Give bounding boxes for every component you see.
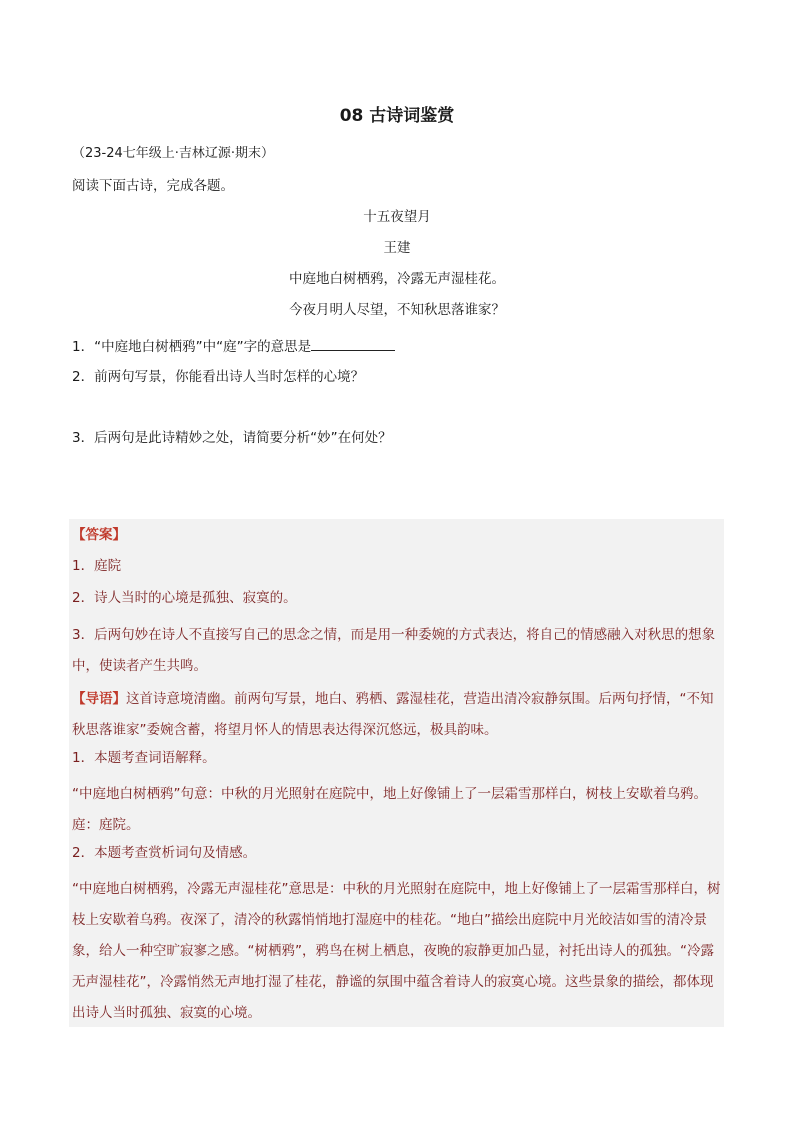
guide-paragraph xyxy=(72,684,722,746)
poem-author: 王建 xyxy=(383,240,411,256)
guide-tag: 【导语】 xyxy=(72,691,126,707)
analysis-2-heading: 2．本题考查赏析词句及情感。 xyxy=(72,845,257,861)
answer-1: 1．庭院 xyxy=(72,558,122,574)
page-title: 08 古诗词鉴赏 xyxy=(339,106,455,126)
answer-3: 3．后两句妙在诗人不直接写自己的思念之情，而是用一种委婉的方式表达，将自己的情感融入对秋思的想象中，使读者产生共鸣。 xyxy=(72,627,716,674)
guide-text: 这首诗意境清幽。前两句写景，地白、鸦栖、露湿桂花，营造出清冷寂静氛围。后两句抒情，“不知秋思落谁家”委婉含蓄，将望月怀人的情思表达得深沉悠远，极具韵味。 xyxy=(72,691,714,738)
analysis-2-text: “中庭地白树栖鸦，冷露无声湿桂花”意思是：中秋的月光照射在庭院中，地上好像铺上了一层霜雪那样白，树枝上安歇着乌鸦。夜深了，清冷的秋露悄悄地打湿庭中的桂花。“地白”描绘出庭院中月光皎洁如雪的清冷景象，给人一种空旷寂寥之感。“树栖鸦”，鸦鸟在树上栖息，夜晚的寂静更加凸显，衬托出诗人的孤独。“冷露无声湿桂花”，冷露悄然无声地打湿了桂花，静谧的氛围中蕴含着诗人的寂寞心境。这些景象的描绘，都体现出诗人当时孤独、寂寞的心境。 xyxy=(72,881,721,1021)
question-2: 2．前两句写景，你能看出诗人当时怎样的心境？ xyxy=(72,369,365,385)
instruction-text: 阅读下面古诗，完成各题。 xyxy=(72,178,234,194)
poem-title: 十五夜望月 xyxy=(363,209,431,225)
analysis-1-text: “中庭地白树栖鸦”句意：中秋的月光照射在庭院中，地上好像铺上了一层霜雪那样白，树枝上安歇着乌鸦。庭：庭院。 xyxy=(72,786,707,833)
analysis-1-heading: 1．本题考查词语解释。 xyxy=(72,750,216,766)
answer-blank[interactable] xyxy=(311,336,395,351)
question-source: （23-24七年级上·吉林辽源·期末） xyxy=(72,146,275,161)
question-1-text: 1．“中庭地白树栖鸦”中“庭”字的意思是 xyxy=(72,339,312,355)
answer-heading xyxy=(72,525,722,545)
question-1 xyxy=(72,336,395,357)
question-3: 3．后两句是此诗精妙之处，请简要分析“妙”在何处？ xyxy=(72,430,392,446)
poem-line: 中庭地白树栖鸦，冷露无声湿桂花。 xyxy=(289,271,505,287)
poem-line: 今夜月明人尽望，不知秋思落谁家？ xyxy=(289,302,505,318)
answer-tag: 【答案】 xyxy=(72,527,126,543)
answer-2: 2．诗人当时的心境是孤独、寂寞的。 xyxy=(72,590,297,606)
